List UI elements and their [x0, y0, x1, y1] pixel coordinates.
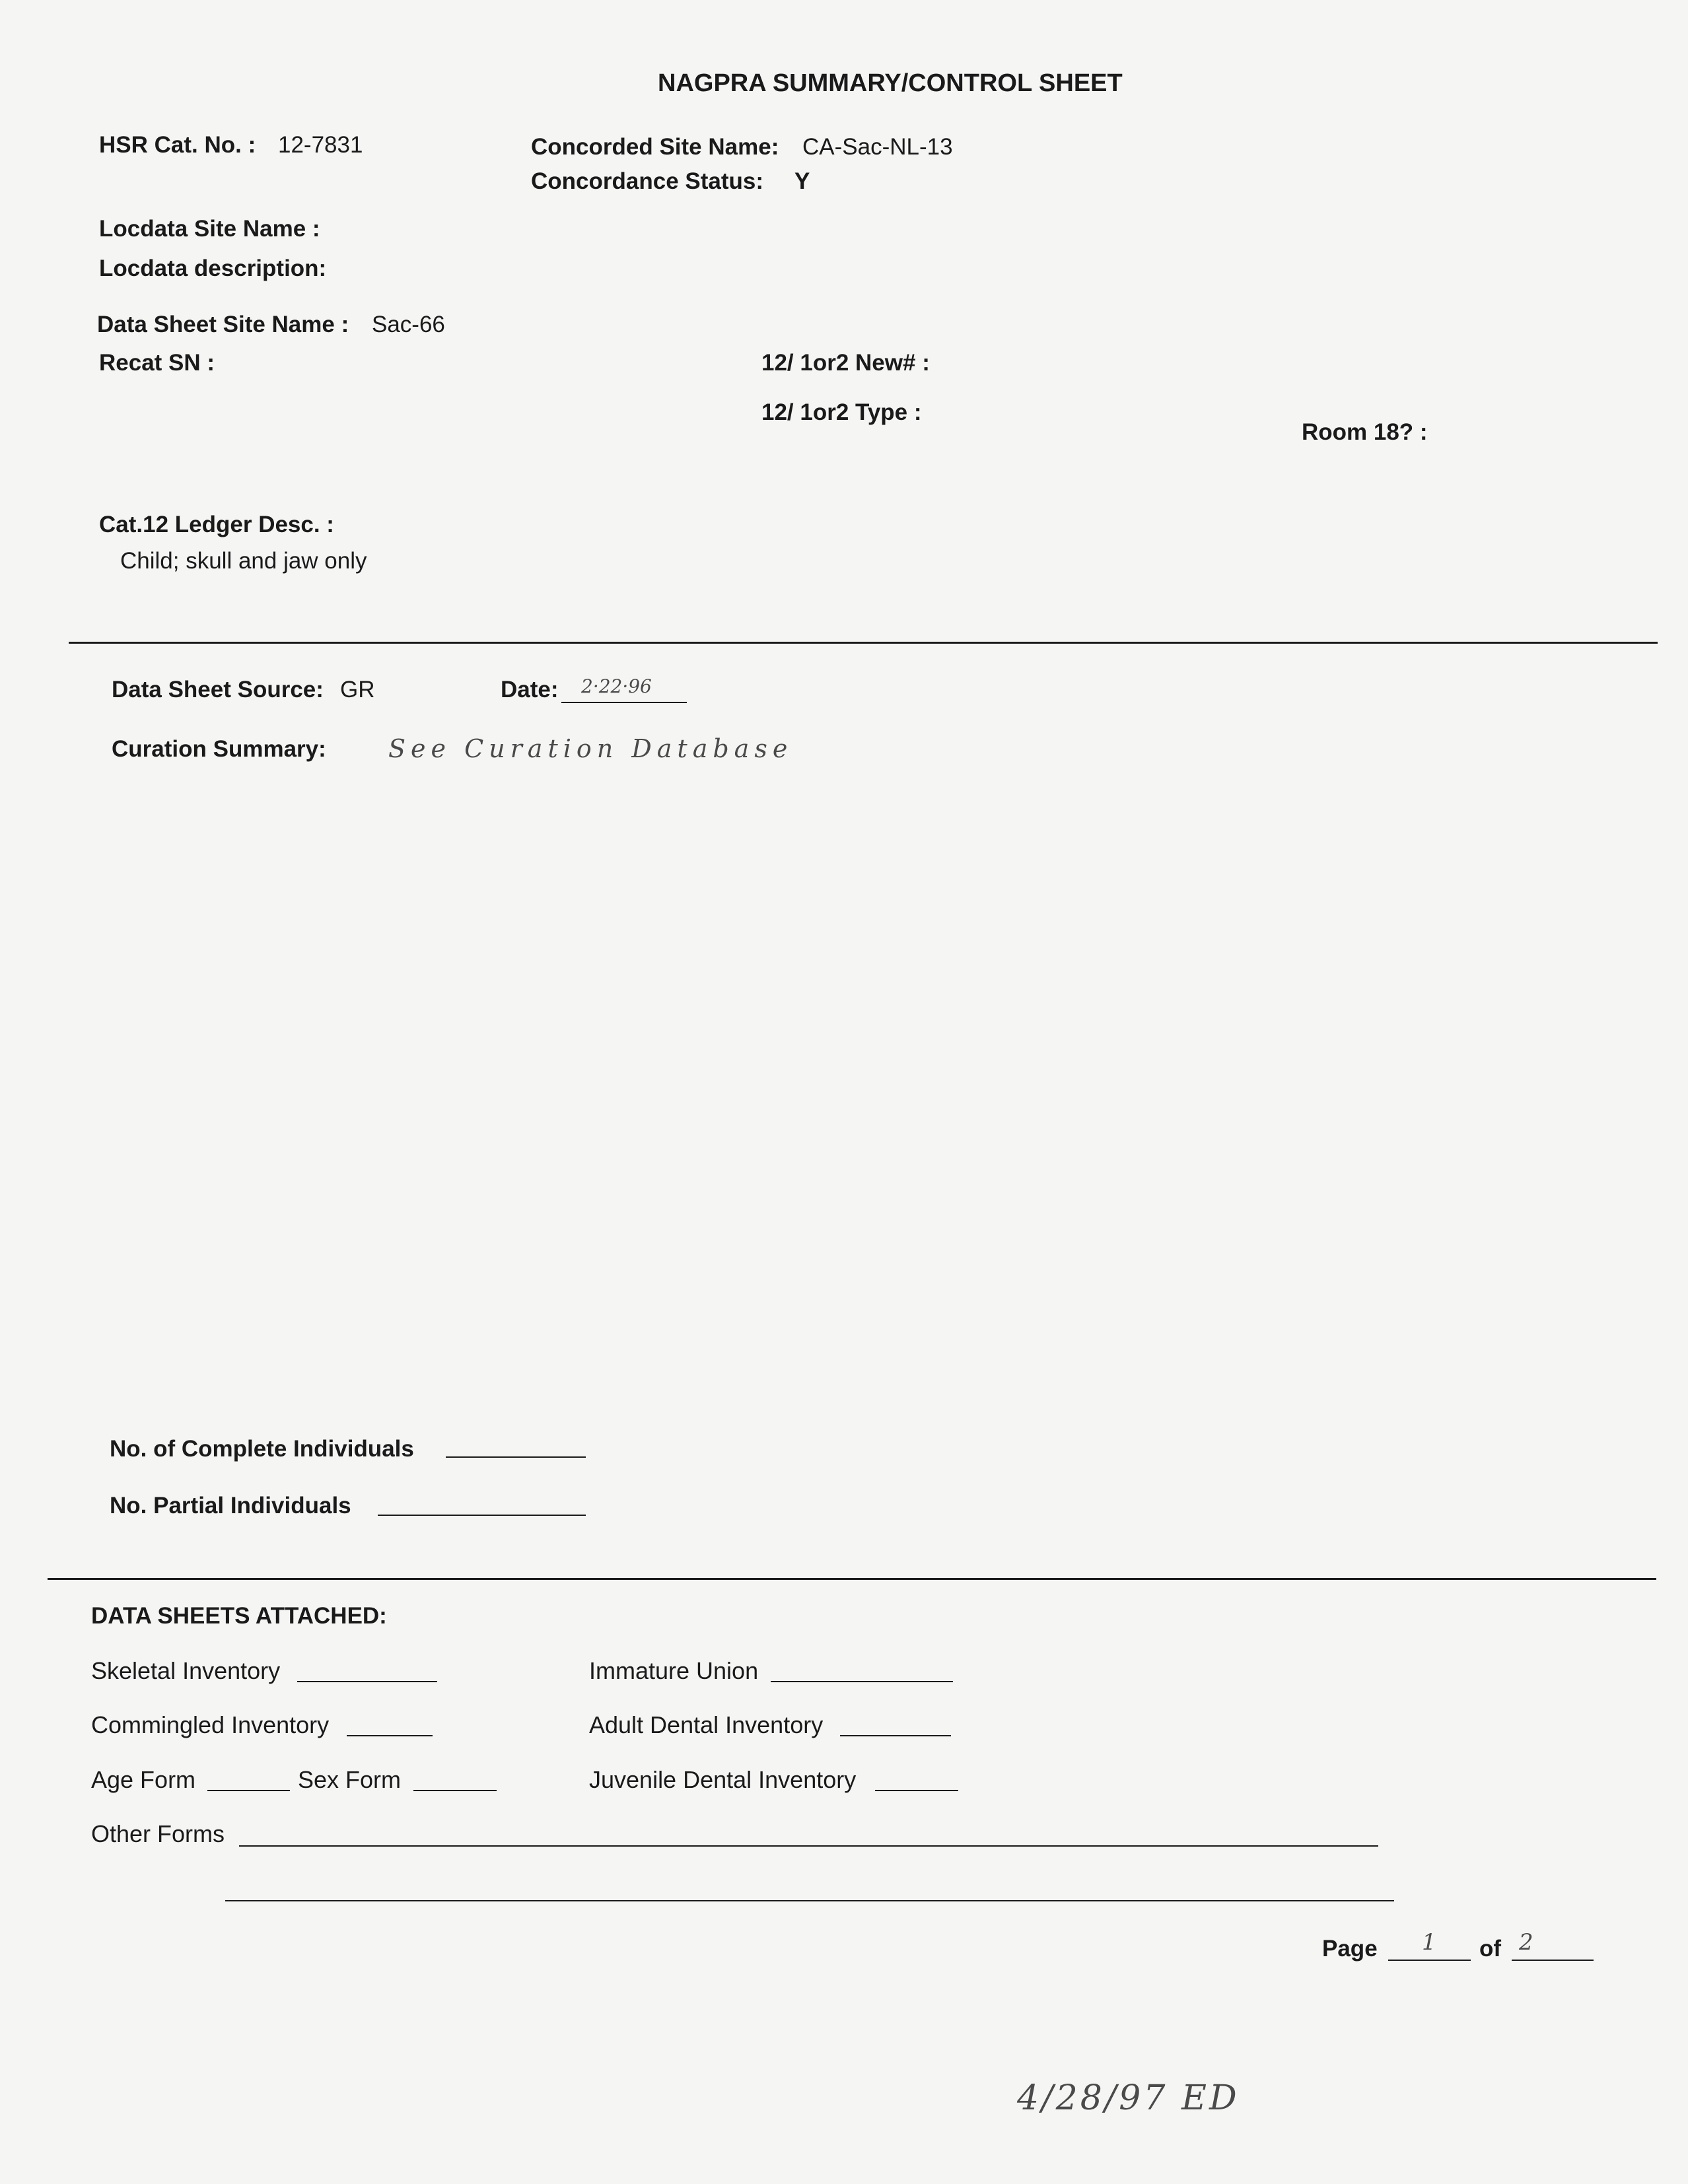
ledger-desc-label: Cat.12 Ledger Desc. :: [99, 512, 334, 537]
data-sheet-site-label: Data Sheet Site Name :: [97, 312, 349, 337]
curation-summary-label: Curation Summary:: [112, 736, 326, 762]
complete-individuals-line: [446, 1456, 586, 1458]
curation-summary-value: See Curation Database: [388, 734, 793, 763]
other-forms-line: [239, 1845, 1378, 1847]
concordance-status-label: Concordance Status:: [531, 168, 763, 194]
concorded-site-value: CA-Sac-NL-13: [802, 134, 953, 160]
sex-form-line: [413, 1790, 497, 1791]
page-number-value: 1: [1422, 1929, 1436, 1956]
recat-sn-label: Recat SN :: [99, 350, 215, 376]
new-number-label: 12/ 1or2 New# :: [761, 350, 930, 376]
page-total-line: [1512, 1960, 1594, 1961]
hsr-cat-label: HSR Cat. No. :: [99, 132, 256, 158]
juvenile-dental-line: [875, 1790, 958, 1791]
sex-form-label: Sex Form: [298, 1766, 402, 1793]
section-divider-2: [48, 1578, 1656, 1580]
age-form-line: [207, 1790, 290, 1791]
complete-individuals-label: No. of Complete Individuals: [110, 1436, 414, 1462]
attached-heading: DATA SHEETS ATTACHED:: [91, 1603, 387, 1629]
immature-union-line: [771, 1681, 953, 1682]
locdata-desc-label: Locdata description:: [99, 256, 327, 281]
concorded-site-label: Concorded Site Name:: [531, 134, 779, 160]
commingled-inventory-label: Commingled Inventory: [91, 1711, 330, 1738]
data-sheet-source-label: Data Sheet Source:: [112, 677, 324, 702]
partial-individuals-line: [378, 1515, 586, 1516]
date-line: [561, 702, 687, 703]
locdata-site-label: Locdata Site Name :: [99, 216, 320, 242]
other-forms-line-2: [225, 1900, 1394, 1901]
commingled-inventory-line: [347, 1735, 433, 1736]
date-label: Date:: [501, 677, 559, 702]
page-number-line: [1388, 1960, 1471, 1961]
immature-union-label: Immature Union: [589, 1657, 759, 1684]
hsr-cat-value: 12-7831: [278, 132, 363, 158]
handwritten-note: 4/28/97 ED: [1017, 2078, 1240, 2118]
age-form-label: Age Form: [91, 1766, 196, 1793]
other-forms-label: Other Forms: [91, 1820, 225, 1847]
page-title: NAGPRA SUMMARY/CONTROL SHEET: [658, 69, 1123, 97]
section-divider: [69, 642, 1658, 644]
data-sheet-source-value: GR: [340, 677, 375, 702]
of-label: of: [1479, 1936, 1502, 1962]
ledger-desc-value: Child; skull and jaw only: [120, 548, 367, 574]
type-label: 12/ 1or2 Type :: [761, 399, 922, 425]
partial-individuals-label: No. Partial Individuals: [110, 1493, 351, 1519]
juvenile-dental-label: Juvenile Dental Inventory: [589, 1766, 857, 1793]
page-total-value: 2: [1519, 1929, 1533, 1956]
adult-dental-label: Adult Dental Inventory: [589, 1711, 824, 1738]
adult-dental-line: [840, 1735, 951, 1736]
page-label: Page: [1322, 1936, 1378, 1962]
skeletal-inventory-label: Skeletal Inventory: [91, 1657, 281, 1684]
date-value: 2·22·96: [581, 675, 652, 697]
concordance-status-value: Y: [794, 168, 810, 194]
room-18-label: Room 18? :: [1302, 419, 1428, 445]
skeletal-inventory-line: [297, 1681, 437, 1682]
data-sheet-site-value: Sac-66: [372, 312, 445, 337]
